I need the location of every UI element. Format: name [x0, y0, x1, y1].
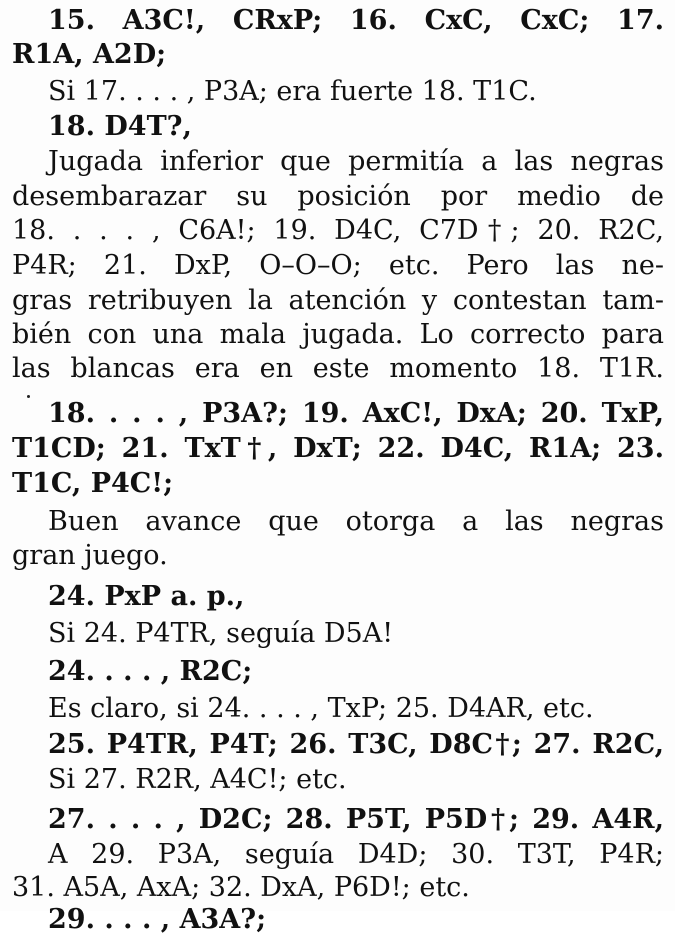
move-line: T1C, P4C!; [12, 468, 174, 499]
move-line: 18. D4T?, [48, 111, 192, 142]
move-line: 18. . . . , P3A?; 19. AxC!, DxA; 20. TxP, [48, 398, 664, 429]
move-line: 15. A3C!, CRxP; 16. CxC, CxC; 17. [48, 5, 664, 36]
move-line: 29. . . . , A3A?; [48, 904, 267, 935]
commentary-line: 31. A5A, AxA; 32. DxA, P6D!; etc. [12, 872, 470, 903]
commentary-line: Si 27. R2R, A4C!; etc. [48, 764, 347, 795]
move-line: 24. . . . , R2C; [48, 656, 253, 687]
move-line: 27. . . . , D2C; 28. P5T, P5D†; 29. A4R, [48, 804, 664, 835]
move-line: T1CD; 21. TxT†, DxT; 22. D4C, R1A; 23. [12, 433, 664, 464]
move-line: R1A, A2D; [12, 39, 167, 70]
move-line: 25. P4TR, P4T; 26. T3C, D8C†; 27. R2C, [48, 729, 664, 760]
commentary-line: 18. . . . , C6A!; 19. D4C, C7D†; 20. R2C, [12, 215, 664, 246]
commentary-line: Si 24. P4TR, seguía D5A! [48, 618, 394, 649]
commentary-line: Jugada inferior que permitía a las negras [48, 146, 664, 177]
commentary-line: Es claro, si 24. . . . , TxP; 25. D4AR, etc. [48, 693, 594, 724]
commentary-line: A 29. P3A, seguía D4D; 30. T3T, P4R; [48, 839, 664, 870]
commentary-line: Buen avance que otorga a las negras [48, 506, 664, 537]
move-line: 24. PxP a. p., [48, 581, 245, 612]
print-speck [27, 395, 30, 398]
commentary-line: Si 17. . . . , P3A; era fuerte 18. T1C. [48, 76, 537, 107]
commentary-line: las blancas era en este momento 18. T1R. [12, 353, 664, 384]
commentary-line: P4R; 21. DxP, O–O–O; etc. Pero las ne- [12, 250, 664, 281]
commentary-line: gran juego. [12, 540, 168, 571]
commentary-line: gras retribuyen la atención y contestan tam- [12, 285, 664, 316]
commentary-line: bién con una mala jugada. Lo correcto para [12, 319, 664, 350]
commentary-line: desembarazar su posición por medio de [12, 181, 664, 212]
